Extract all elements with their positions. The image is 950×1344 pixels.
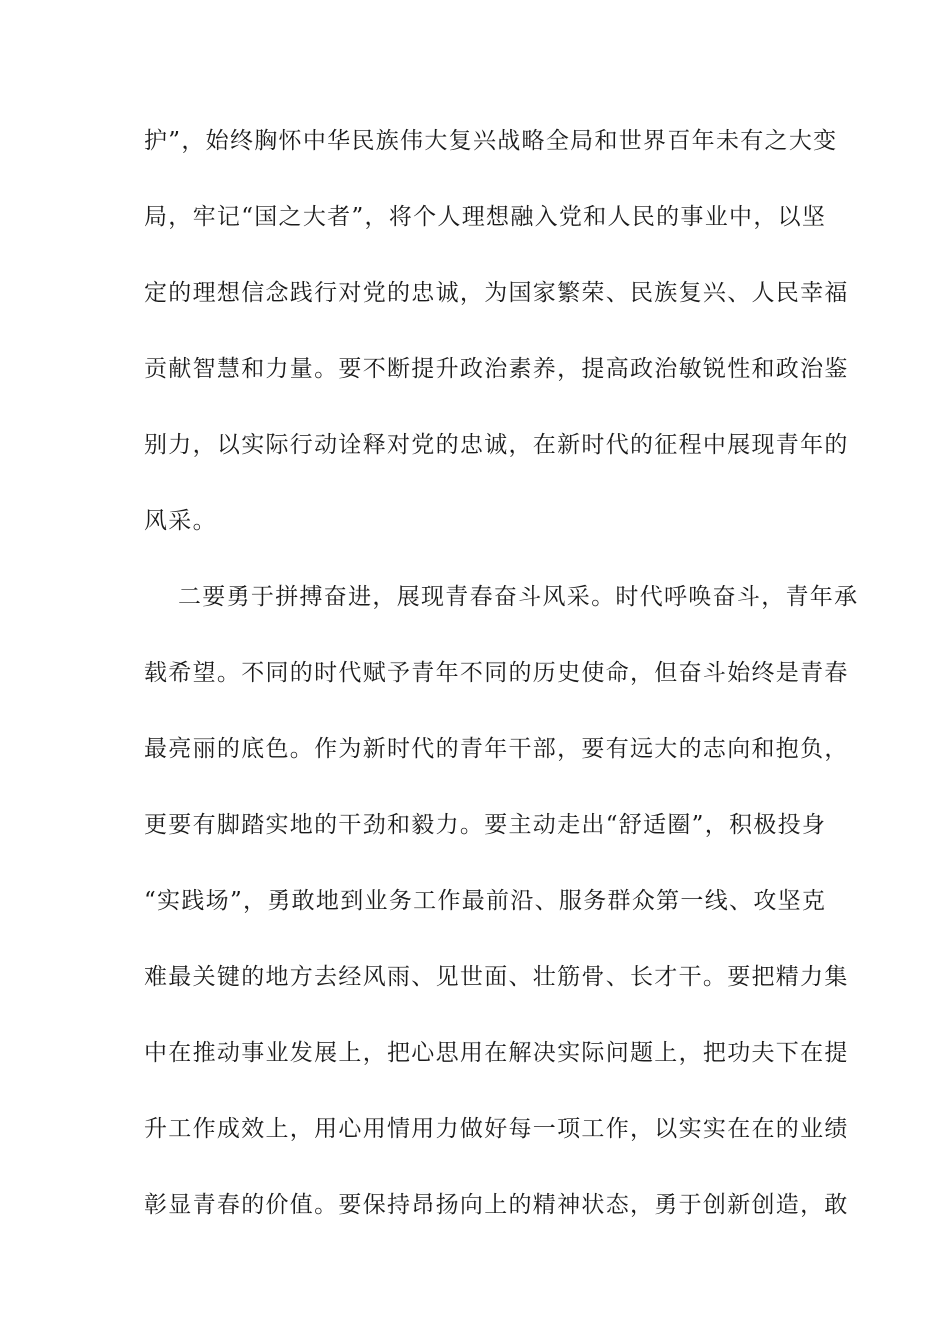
text-line: 别力，以实际行动诠释对党的忠诚，在新时代的征程中展现青年的: [144, 432, 849, 458]
text-line: 定的理想信念践行对党的忠诚，为国家繁荣、民族复兴、人民幸福: [144, 280, 849, 306]
text-line: 局，牢记“国之大者”，将个人理想融入党和人民的事业中，以坚: [144, 204, 827, 230]
text-line: 难最关键的地方去经风雨、见世面、壮筋骨、长才干。要把精力集: [144, 964, 849, 990]
text-line: 最亮丽的底色。作为新时代的青年干部，要有远大的志向和抱负，: [144, 736, 849, 762]
text-line: “实践场”，勇敢地到业务工作最前沿、服务群众第一线、攻坚克: [144, 888, 827, 914]
text-line: 护”，始终胸怀中华民族伟大复兴战略全局和世界百年未有之大变: [144, 128, 838, 154]
text-line: 风采。: [144, 508, 217, 534]
text-line: 升工作成效上，用心用情用力做好每一项工作，以实实在在的业绩: [144, 1116, 849, 1142]
text-line: 中在推动事业发展上，把心思用在解决实际问题上，把功夫下在提: [144, 1040, 849, 1066]
text-line: 彰显青春的价值。要保持昂扬向上的精神状态，勇于创新创造，敢: [144, 1192, 849, 1218]
text-line: 更要有脚踏实地的干劲和毅力。要主动走出“舒适圈”，积极投身: [144, 812, 827, 838]
text-line: 载希望。不同的时代赋予青年不同的历史使命，但奋斗始终是青春: [144, 660, 849, 686]
paragraph-first-line: 二要勇于拼搏奋进，展现青春奋斗风采。时代呼唤奋斗，青年承: [178, 584, 859, 610]
text-line: 贡献智慧和力量。要不断提升政治素养，提高政治敏锐性和政治鉴: [144, 356, 849, 382]
